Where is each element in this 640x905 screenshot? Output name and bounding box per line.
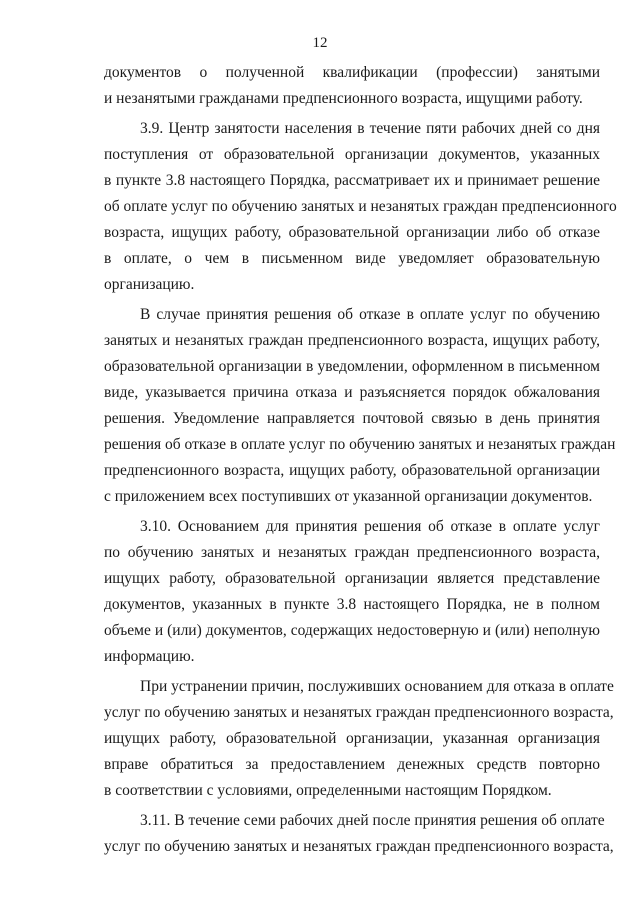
document-body <box>104 60 617 860</box>
paragraph <box>104 116 617 298</box>
text-line: ищущих работу, образовательной организации является представление <box>104 570 600 587</box>
text-line: ищущих работу, образовательной организации, указанная организация <box>104 730 600 747</box>
text-line: 3.9. Центр занятости населения в течение пяти рабочих дней со дня <box>140 120 600 137</box>
text-line: поступления от образовательной организации документов, указанных <box>104 146 600 163</box>
text-line: по обучению занятых и незанятых граждан предпенсионного возраста, <box>104 544 600 561</box>
text-line: объеме и (или) документов, содержащих недостоверную и (или) неполную <box>104 622 600 639</box>
text-line: виде, указывается причина отказа и разъясняется порядок обжалования <box>104 384 600 401</box>
paragraph <box>104 60 600 112</box>
text-line: и незанятыми гражданами предпенсионного возраста, ищущими работу. <box>104 90 583 107</box>
text-line: В случае принятия решения об отказе в оплате услуг по обучению <box>140 306 600 323</box>
paragraph <box>104 808 614 860</box>
text-line: предпенсионного возраста, ищущих работу, образовательной организации <box>104 462 600 479</box>
paragraph <box>104 302 616 510</box>
paragraph <box>104 674 614 804</box>
text-line: При устранении причин, послуживших основанием для отказа в оплате <box>140 678 614 695</box>
text-line: 3.11. В течение семи рабочих дней после принятия решения об оплате <box>140 812 605 829</box>
text-line: 3.10. Основанием для принятия решения об отказе в оплате услуг <box>140 518 600 535</box>
text-line: в оплате, о чем в письменном виде уведомляет образовательную <box>104 250 600 267</box>
page-number: 12 <box>312 35 328 51</box>
text-line: услуг по обучению занятых и незанятых граждан предпенсионного возраста, <box>104 704 614 721</box>
text-line: об оплате услуг по обучению занятых и незанятых граждан предпенсионного <box>104 198 617 215</box>
text-line: образовательной организации в уведомлении, оформленном в письменном <box>104 358 600 375</box>
text-line: решения об отказе в оплате услуг по обучению занятых и незанятых граждан <box>104 436 616 453</box>
text-line: вправе обратиться за предоставлением денежных средств повторно <box>104 756 600 773</box>
text-line: документов, указанных в пункте 3.8 настоящего Порядка, не в полном <box>104 596 600 613</box>
text-line: возраста, ищущих работу, образовательной организации либо об отказе <box>104 224 600 241</box>
text-line: решения. Уведомление направляется почтовой связью в день принятия <box>104 410 600 427</box>
paragraph <box>104 514 600 670</box>
text-line: информацию. <box>104 648 195 665</box>
text-line: организацию. <box>104 276 195 293</box>
text-line: в соответствии с условиями, определенными настоящим Порядком. <box>104 782 552 799</box>
text-line: в пункте 3.8 настоящего Порядка, рассматривает их и принимает решение <box>104 172 600 189</box>
text-line: документов о полученной квалификации (профессии) занятыми <box>104 64 600 81</box>
text-line: занятых и незанятых граждан предпенсионного возраста, ищущих работу, <box>104 332 600 349</box>
text-line: услуг по обучению занятых и незанятых граждан предпенсионного возраста, <box>104 838 614 855</box>
text-line: с приложением всех поступивших от указанной организации документов. <box>104 488 593 505</box>
